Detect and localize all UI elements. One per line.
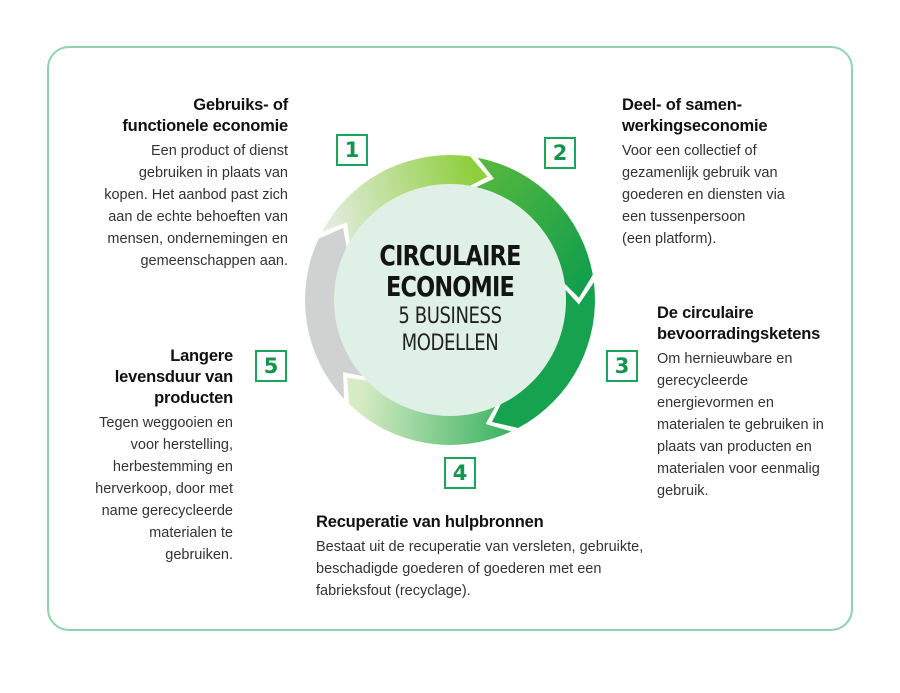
model-4-block bbox=[316, 512, 696, 602]
model-5-title-line1: Langere bbox=[170, 347, 233, 365]
model-2-title-line2: werkingseconomie bbox=[622, 117, 768, 135]
badge-4: 4 bbox=[444, 457, 476, 489]
badge-5: 5 bbox=[255, 350, 287, 382]
center-subtitle-line1: 5 BUSINESS bbox=[398, 304, 502, 329]
model-2-text: Voor een collectief of gezamenlijk gebruik van goederen en diensten via een tussenpersoon (een platform). bbox=[622, 143, 785, 247]
center-title-line1: CIRCULAIRE bbox=[379, 239, 521, 272]
model-3-text: Om hernieuwbare en gerecycleerde energievormen en materialen te gebruiken in plaats van producten en materialen voor eenmalig gebruik. bbox=[657, 351, 824, 499]
model-3-block bbox=[657, 303, 847, 502]
badge-2: 2 bbox=[544, 137, 576, 169]
model-2-block bbox=[622, 95, 852, 250]
model-5-text: Tegen weggooien en voor herstelling, herbestemming en herverkoop, door met name gerecycleerde materialen te gebruiken. bbox=[95, 415, 233, 563]
center-subtitle-line2: MODELLEN bbox=[401, 331, 499, 356]
model-3-title-line1: De circulaire bbox=[657, 304, 754, 322]
model-1-text: Een product of dienst gebruiken in plaats van kopen. Het aanbod past zich aan de echte behoeften van mensen, ondernemingen en gemeenschappen aan. bbox=[104, 143, 288, 269]
model-4-text: Bestaat uit de recuperatie van versleten, gebruikte, beschadigde goederen of goederen met een fabrieksfout (recyclage). bbox=[316, 539, 644, 599]
model-1-title-line2: functionele economie bbox=[122, 117, 288, 135]
badge-3: 3 bbox=[606, 350, 638, 382]
center-title-line2: ECONOMIE bbox=[385, 270, 515, 303]
model-3-title-line2: bevoorradingsketens bbox=[657, 325, 821, 343]
model-1-title-line1: Gebruiks- of bbox=[193, 96, 288, 114]
model-5-block bbox=[33, 346, 233, 566]
model-5-title-line2: levensduur van producten bbox=[114, 368, 233, 407]
model-4-title: Recuperatie van hulpbronnen bbox=[316, 513, 544, 531]
badge-1: 1 bbox=[336, 134, 368, 166]
model-2-title-line1: Deel- of samen- bbox=[622, 96, 742, 114]
model-1-block bbox=[28, 95, 288, 272]
center-label bbox=[360, 240, 540, 356]
